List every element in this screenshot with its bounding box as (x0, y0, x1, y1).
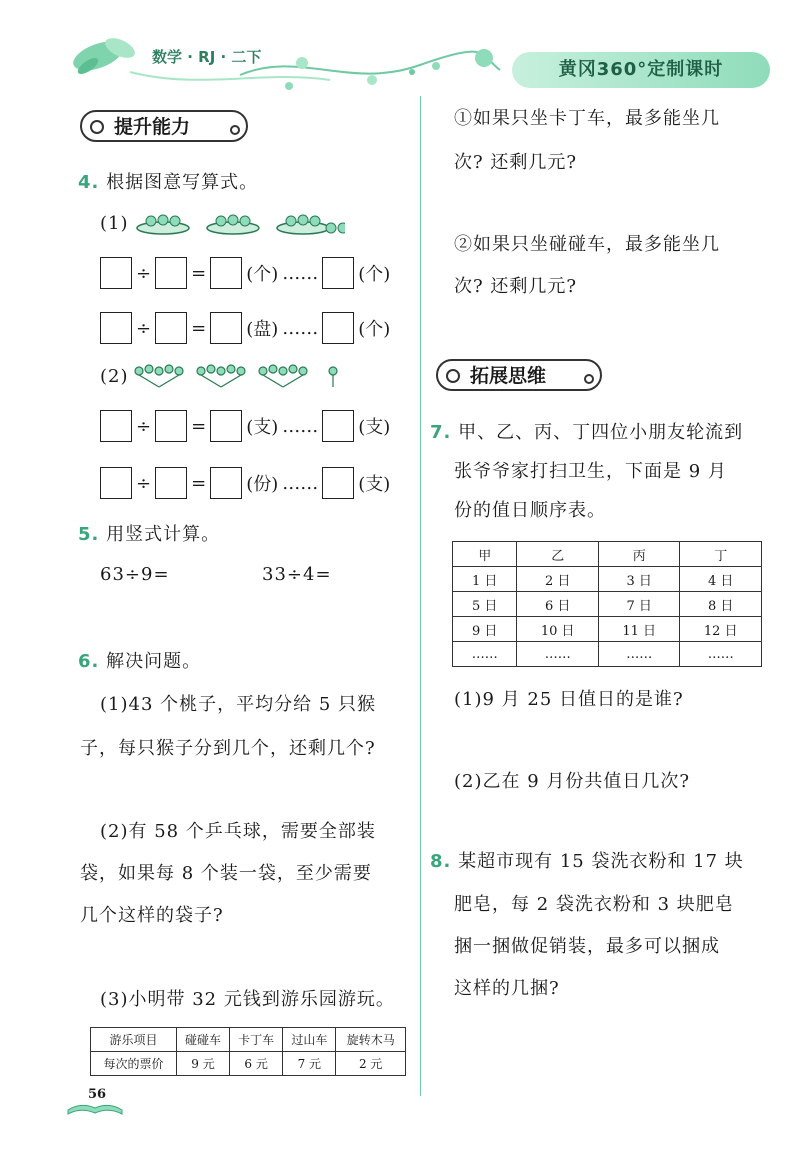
part-label: (2) (100, 365, 129, 387)
table-cell: …… (453, 642, 517, 667)
answer-box[interactable] (322, 467, 354, 499)
equals-sign: = (191, 262, 207, 284)
answer-box[interactable] (210, 312, 242, 344)
table-cell: 7 元 (283, 1052, 336, 1076)
answer-box[interactable] (155, 410, 187, 442)
table-cell: 卡丁车 (230, 1028, 283, 1052)
subject-label: 数学 · RJ · 二下 (152, 48, 262, 66)
table-row (453, 542, 762, 567)
unit-label: (份) (246, 474, 279, 495)
question-number: 7. (430, 422, 452, 443)
page-number: 56 (88, 1087, 107, 1102)
q6-sub1-line2: 子，每只猴子分到几个，还剩几个? (80, 738, 376, 759)
table-cell: 丙 (598, 542, 680, 567)
unit-label: (支) (246, 417, 279, 438)
q6-sub3a-line2: 次? 还剩几元? (454, 152, 578, 173)
table-cell: …… (598, 642, 680, 667)
q7-sub2: (2)乙在 9 月份共值日几次? (454, 771, 691, 792)
remainder-dots: …… (282, 472, 319, 494)
table-row (453, 617, 762, 642)
table-row (453, 642, 762, 667)
question-number: 8. (430, 851, 452, 872)
question-8 (430, 847, 744, 873)
ring-icon (446, 369, 460, 383)
table-cell: 2 日 (517, 567, 599, 592)
q6-sub3b-line1: ②如果只坐碰碰车，最多能坐几 (454, 234, 720, 255)
table-cell: 9 日 (453, 617, 517, 642)
table-cell: 碰碰车 (176, 1028, 229, 1052)
apple-plates-icon (135, 210, 345, 236)
q6-sub1-line1: (1)43 个桃子，平均分给 5 只猴 (100, 694, 377, 715)
section-title-text: 拓展思维 (470, 365, 547, 387)
table-cell: 乙 (517, 542, 599, 567)
part-label: (1) (100, 212, 129, 234)
unit-label: (支) (358, 474, 391, 495)
q6-sub3: (3)小明带 32 元钱到游乐园游玩。 (100, 989, 395, 1010)
ticket-price-table (90, 1027, 406, 1076)
unit-label: (个) (358, 319, 391, 340)
question-text: 用竖式计算。 (106, 524, 221, 545)
question-6 (78, 647, 201, 673)
table-cell: 1 日 (453, 567, 517, 592)
question-text: 根据图意写算式。 (106, 172, 259, 193)
table-cell: 7 日 (598, 592, 680, 617)
answer-box[interactable] (210, 410, 242, 442)
equation-row-3 (100, 410, 390, 442)
unit-label: (个) (246, 264, 279, 285)
answer-box[interactable] (210, 467, 242, 499)
table-cell: 2 元 (336, 1052, 406, 1076)
q4-part1-label (100, 210, 345, 236)
column-divider (420, 96, 421, 1096)
q7-line2: 张爷爷家打扫卫生，下面是 9 月 (454, 461, 727, 482)
answer-box[interactable] (100, 257, 132, 289)
ring-icon (90, 120, 104, 134)
table-cell: 9 元 (176, 1052, 229, 1076)
section-title-expand (436, 359, 602, 391)
q8-line2: 肥皂，每 2 袋洗衣粉和 3 块肥皂 (454, 894, 734, 915)
question-5 (78, 520, 220, 546)
leaf-logo-icon (69, 34, 137, 77)
table-row (453, 567, 762, 592)
answer-box[interactable] (322, 410, 354, 442)
table-cell: …… (680, 642, 762, 667)
answer-box[interactable] (322, 312, 354, 344)
answer-box[interactable] (100, 410, 132, 442)
section-title-improve (80, 110, 248, 142)
remainder-dots: …… (282, 262, 319, 284)
unit-label: (盘) (246, 319, 279, 340)
table-row (91, 1052, 406, 1076)
table-cell: 每次的票价 (91, 1052, 177, 1076)
equation-row-1 (100, 257, 390, 289)
question-7 (430, 418, 743, 444)
divide-sign: ÷ (136, 472, 152, 494)
book-icon (66, 1100, 124, 1116)
answer-box[interactable] (155, 257, 187, 289)
equals-sign: = (191, 472, 207, 494)
question-number: 6. (78, 651, 100, 672)
q6-sub3a-line1: ①如果只坐卡丁车，最多能坐几 (454, 108, 720, 129)
question-text: 解决问题。 (106, 651, 202, 672)
brand-badge: 黄冈360°定制课时 (512, 52, 770, 88)
unit-label: (个) (358, 264, 391, 285)
answer-box[interactable] (100, 312, 132, 344)
table-cell: 5 日 (453, 592, 517, 617)
question-4 (78, 168, 258, 194)
table-cell: 12 日 (680, 617, 762, 642)
answer-box[interactable] (210, 257, 242, 289)
equation-row-4 (100, 467, 390, 499)
table-cell: 4 日 (680, 567, 762, 592)
q8-line3: 捆一捆做促销装，最多可以捆成 (454, 936, 720, 957)
table-row (453, 592, 762, 617)
unit-label: (支) (358, 417, 391, 438)
remainder-dots: …… (282, 415, 319, 437)
question-text: 甲、乙、丙、丁四位小朋友轮流到 (458, 422, 744, 443)
table-cell: 过山车 (283, 1028, 336, 1052)
table-cell: …… (517, 642, 599, 667)
divide-sign: ÷ (136, 415, 152, 437)
question-number: 5. (78, 524, 100, 545)
equals-sign: = (191, 415, 207, 437)
calc-1: 63÷9= (100, 564, 170, 585)
flower-bunches-icon (133, 363, 383, 389)
table-cell: 11 日 (598, 617, 680, 642)
table-cell: 3 日 (598, 567, 680, 592)
table-cell: 游乐项目 (91, 1028, 177, 1052)
table-cell: 旋转木马 (336, 1028, 406, 1052)
q7-sub1: (1)9 月 25 日值日的是谁? (454, 689, 684, 710)
answer-box[interactable] (155, 312, 187, 344)
q6-sub2-line2: 袋，如果每 8 个装一袋，至少需要 (80, 863, 372, 884)
table-cell: 6 元 (230, 1052, 283, 1076)
remainder-dots: …… (282, 317, 319, 339)
duty-schedule-table (452, 541, 762, 667)
section-title-text: 提升能力 (114, 116, 191, 138)
q8-line4: 这样的几捆? (454, 978, 560, 999)
table-cell: 8 日 (680, 592, 762, 617)
answer-box[interactable] (100, 467, 132, 499)
answer-box[interactable] (322, 257, 354, 289)
q6-sub2-line1: (2)有 58 个乒乓球，需要全部装 (100, 821, 376, 842)
q4-part2-label (100, 363, 383, 389)
answer-box[interactable] (155, 467, 187, 499)
equals-sign: = (191, 317, 207, 339)
table-cell: 6 日 (517, 592, 599, 617)
table-cell: 10 日 (517, 617, 599, 642)
q6-sub3b-line2: 次? 还剩几元? (454, 276, 578, 297)
table-cell: 甲 (453, 542, 517, 567)
divide-sign: ÷ (136, 262, 152, 284)
table-row (91, 1028, 406, 1052)
equation-row-2 (100, 312, 390, 344)
q6-sub2-line3: 几个这样的袋子? (80, 905, 224, 926)
q7-line3: 份的值日顺序表。 (454, 500, 606, 521)
ring-icon (584, 374, 594, 384)
ring-icon (230, 125, 240, 135)
question-text: 某超市现有 15 袋洗衣粉和 17 块 (458, 851, 744, 872)
divide-sign: ÷ (136, 317, 152, 339)
calc-2: 33÷4= (262, 564, 332, 585)
question-number: 4. (78, 172, 100, 193)
table-cell: 丁 (680, 542, 762, 567)
